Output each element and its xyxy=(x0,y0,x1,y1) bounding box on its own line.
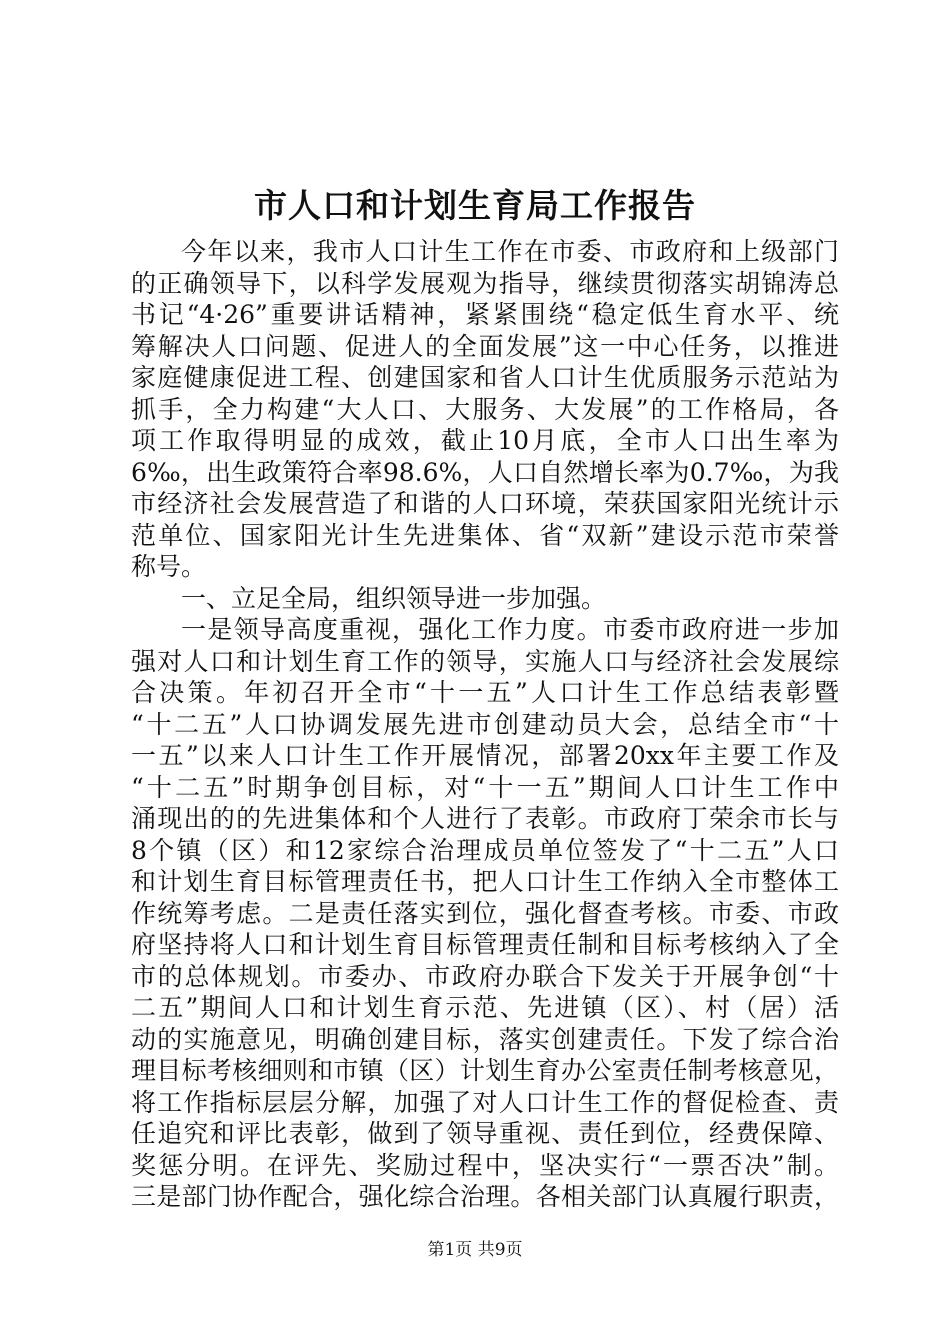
body-line: 范单位、国家阳光计生先进集体、省“双新”建设示范市荣誉 xyxy=(131,520,839,550)
body-line: 一五”以来人口计生工作开展情况，部署20xx年主要工作及 xyxy=(131,741,839,770)
document-title: 市人口和计划生育局工作报告 xyxy=(254,186,696,225)
page-footer xyxy=(0,1238,950,1262)
document-body xyxy=(131,236,839,1213)
body-line: 涌现出的的先进集体和个人进行了表彰。市政府丁荣余市长与 xyxy=(131,804,839,833)
body-line: 一是领导高度重视，强化工作力度。市委市政府进一步加 xyxy=(181,615,839,644)
body-line: 三是部门协作配合，强化综合治理。各相关部门认真履行职责， xyxy=(131,1182,839,1211)
body-line: 家庭健康促进工程、创建国家和省人口计生优质服务示范站为 xyxy=(131,363,839,392)
body-line: 二五”期间人口和计划生育示范、先进镇（区）、村（居）活 xyxy=(131,993,839,1022)
body-line: 将工作指标层层分解，加强了对人口计生工作的督促检查、责 xyxy=(131,1087,839,1117)
body-line: 的正确领导下，以科学发展观为指导，继续贯彻落实胡锦涛总 xyxy=(131,268,839,298)
body-line: 强对人口和计划生育工作的领导，实施人口与经济社会发展综 xyxy=(131,646,839,676)
section-heading: 一、立足全局，组织领导进一步加强。 xyxy=(181,583,607,613)
body-line: 书记“4·26”重要讲话精神，紧紧围绕“稳定低生育水平、统 xyxy=(131,300,839,329)
body-line: 市经济社会发展营造了和谐的人口环境，荣获国家阳光统计示 xyxy=(131,489,839,518)
body-line: 今年以来，我市人口计生工作在市委、市政府和上级部门 xyxy=(181,237,839,266)
body-line: “十二五”时期争创目标，对“十一五”期间人口计生工作中 xyxy=(131,772,839,802)
body-line: “十二五”人口协调发展先进市创建动员大会，总结全市“十 xyxy=(131,709,839,739)
body-line: 任追究和评比表彰，做到了领导重视、责任到位，经费保障、 xyxy=(131,1119,839,1148)
body-line: 称号。 xyxy=(131,552,207,581)
body-line: 和计划生育目标管理责任书，把人口计生工作纳入全市整体工 xyxy=(131,867,839,896)
body-line: 筹解决人口问题、促进人的全面发展”这一中心任务，以推进 xyxy=(131,331,839,361)
body-line: 抓手，全力构建“大人口、大服务、大发展”的工作格局，各 xyxy=(131,394,839,424)
body-line: 市的总体规划。市委办、市政府办联合下发关于开展争创“十 xyxy=(131,961,839,991)
body-line: 动的实施意见，明确创建目标，落实创建责任。下发了综合治 xyxy=(131,1024,839,1054)
body-line: 项工作取得明显的成效，截止10月底，全市人口出生率为 xyxy=(131,426,839,455)
body-line: 作统筹考虑。二是责任落实到位，强化督查考核。市委、市政 xyxy=(131,898,839,928)
body-line: 理目标考核细则和市镇（区）计划生育办公室责任制考核意见， xyxy=(131,1056,839,1085)
body-line: 合决策。年初召开全市“十一五”人口计生工作总结表彰暨 xyxy=(131,678,839,707)
body-line: 府坚持将人口和计划生育目标管理责任制和目标考核纳入了全 xyxy=(131,930,839,959)
body-line: 8个镇（区）和12家综合治理成员单位签发了“十二五”人口 xyxy=(131,835,839,865)
page-number: 第1页 共9页 xyxy=(427,1240,523,1260)
body-line: 6‰，出生政策符合率98.6%，人口自然增长率为0.7‰，为我 xyxy=(131,457,839,487)
body-line: 奖惩分明。在评先、奖励过程中，坚决实行“一票否决”制。 xyxy=(131,1150,839,1180)
